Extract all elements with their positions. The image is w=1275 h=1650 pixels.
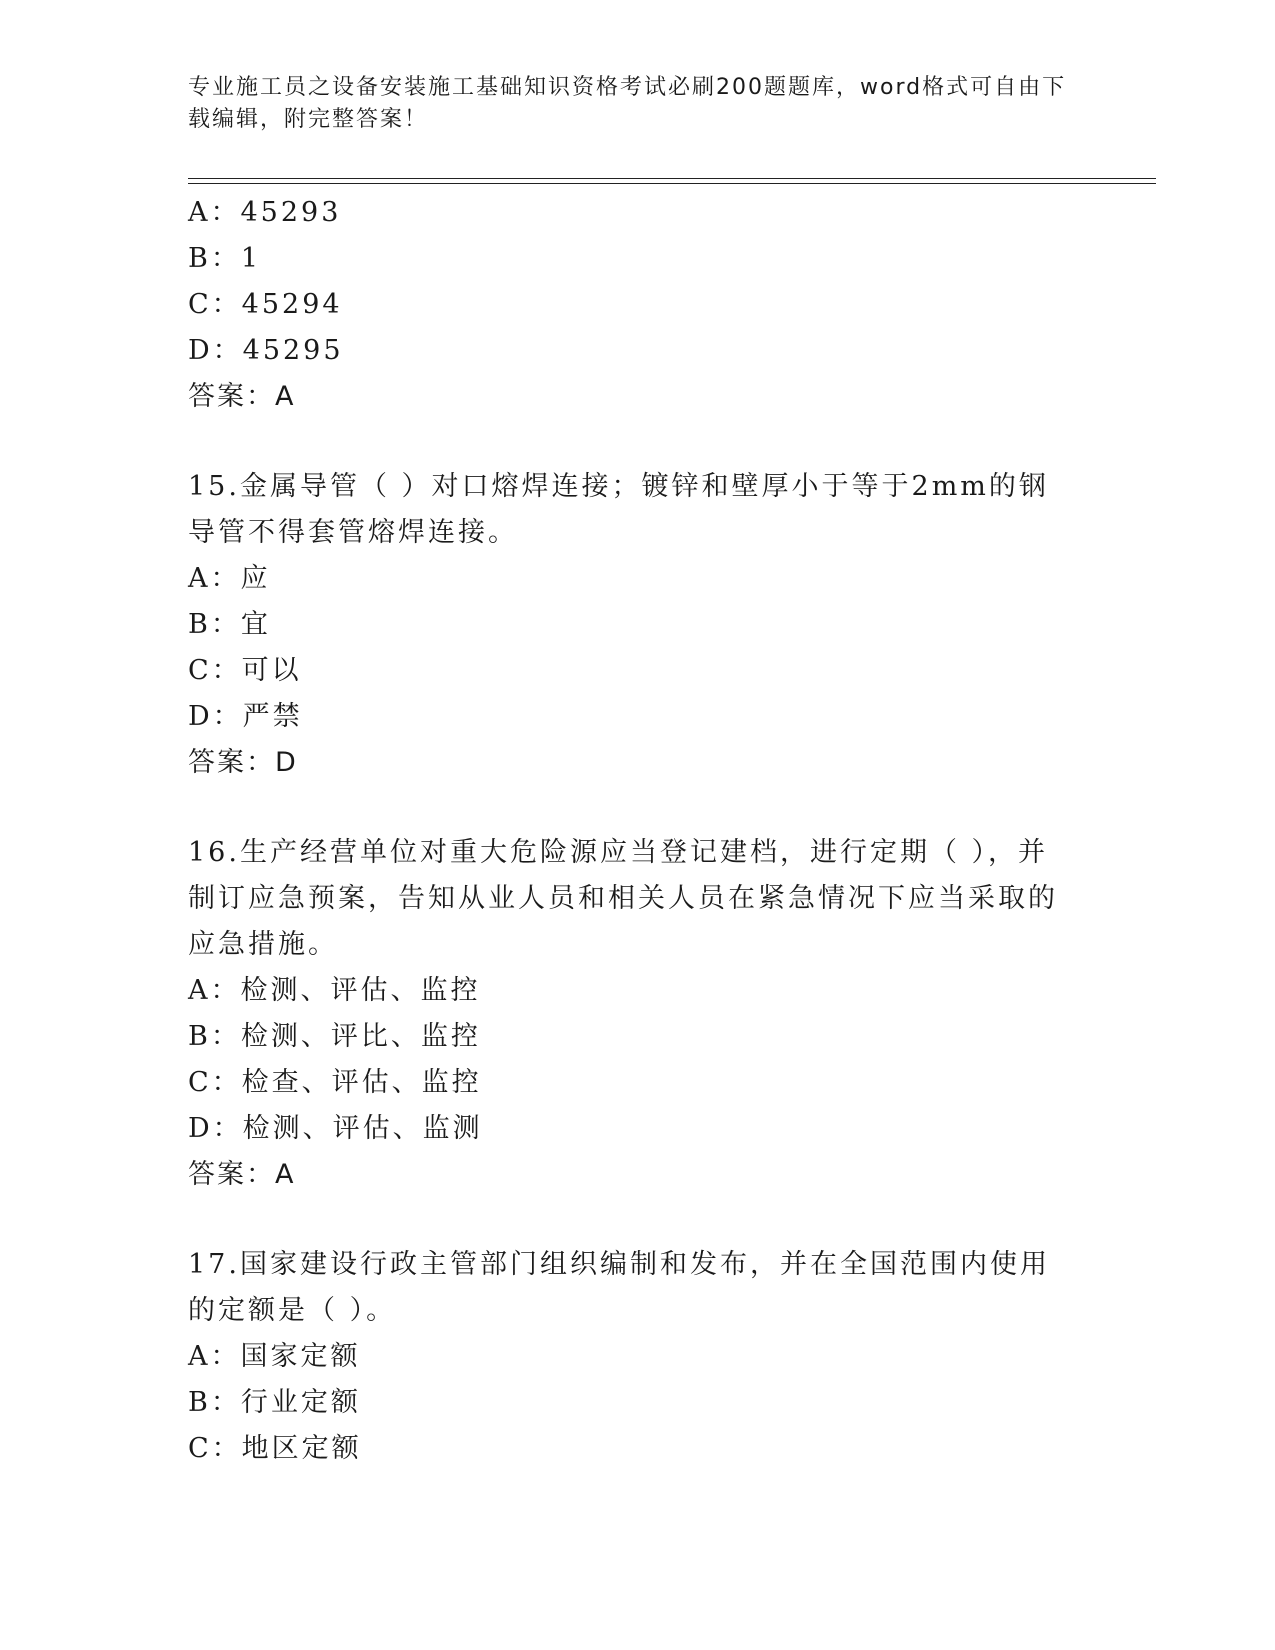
question-list bbox=[188, 190, 1088, 1472]
option-d: D：检测、评估、监测 bbox=[188, 1113, 483, 1144]
option-c: C：地区定额 bbox=[188, 1433, 362, 1464]
answer-label: 答案：D bbox=[188, 747, 298, 778]
question-text: 17.国家建设行政主管部门组织编制和发布，并在全国范围内使用的定额是（ ）。 bbox=[188, 1249, 1050, 1326]
option-b: B：1 bbox=[188, 243, 262, 274]
question-text: 15.金属导管（ ）对口熔焊连接；镀锌和壁厚小于等于2mm的钢导管不得套管熔焊连接。 bbox=[188, 471, 1049, 548]
question-block-15 bbox=[188, 464, 1088, 786]
header-rule-top bbox=[188, 178, 1156, 179]
question-text: 16.生产经营单位对重大危险源应当登记建档，进行定期（ ），并制订应急预案，告知从业人员和相关人员在紧急情况下应当采取的应急措施。 bbox=[188, 837, 1058, 960]
answer-label: 答案：A bbox=[188, 1159, 296, 1190]
option-c: C：检查、评估、监控 bbox=[188, 1067, 482, 1098]
option-a: A：45293 bbox=[188, 197, 342, 228]
document-header: 专业施工员之设备安装施工基础知识资格考试必刷200题题库，word格式可自由下载编辑，附完整答案！ bbox=[188, 75, 1067, 132]
option-b: B：行业定额 bbox=[188, 1387, 361, 1418]
option-c: C：可以 bbox=[188, 655, 302, 686]
option-d: D：严禁 bbox=[188, 701, 303, 732]
question-block-16 bbox=[188, 830, 1088, 1198]
option-b: B：宜 bbox=[188, 609, 271, 640]
question-block-14 bbox=[188, 190, 1088, 420]
option-b: B：检测、评比、监控 bbox=[188, 1021, 481, 1052]
option-a: A：检测、评估、监控 bbox=[188, 975, 481, 1006]
question-block-17 bbox=[188, 1242, 1088, 1472]
option-a: A：国家定额 bbox=[188, 1341, 361, 1372]
option-a: A：应 bbox=[188, 563, 271, 594]
option-d: D：45295 bbox=[188, 335, 344, 366]
header-rule-bottom bbox=[188, 183, 1156, 184]
answer-label: 答案：A bbox=[188, 381, 296, 412]
option-c: C：45294 bbox=[188, 289, 343, 320]
